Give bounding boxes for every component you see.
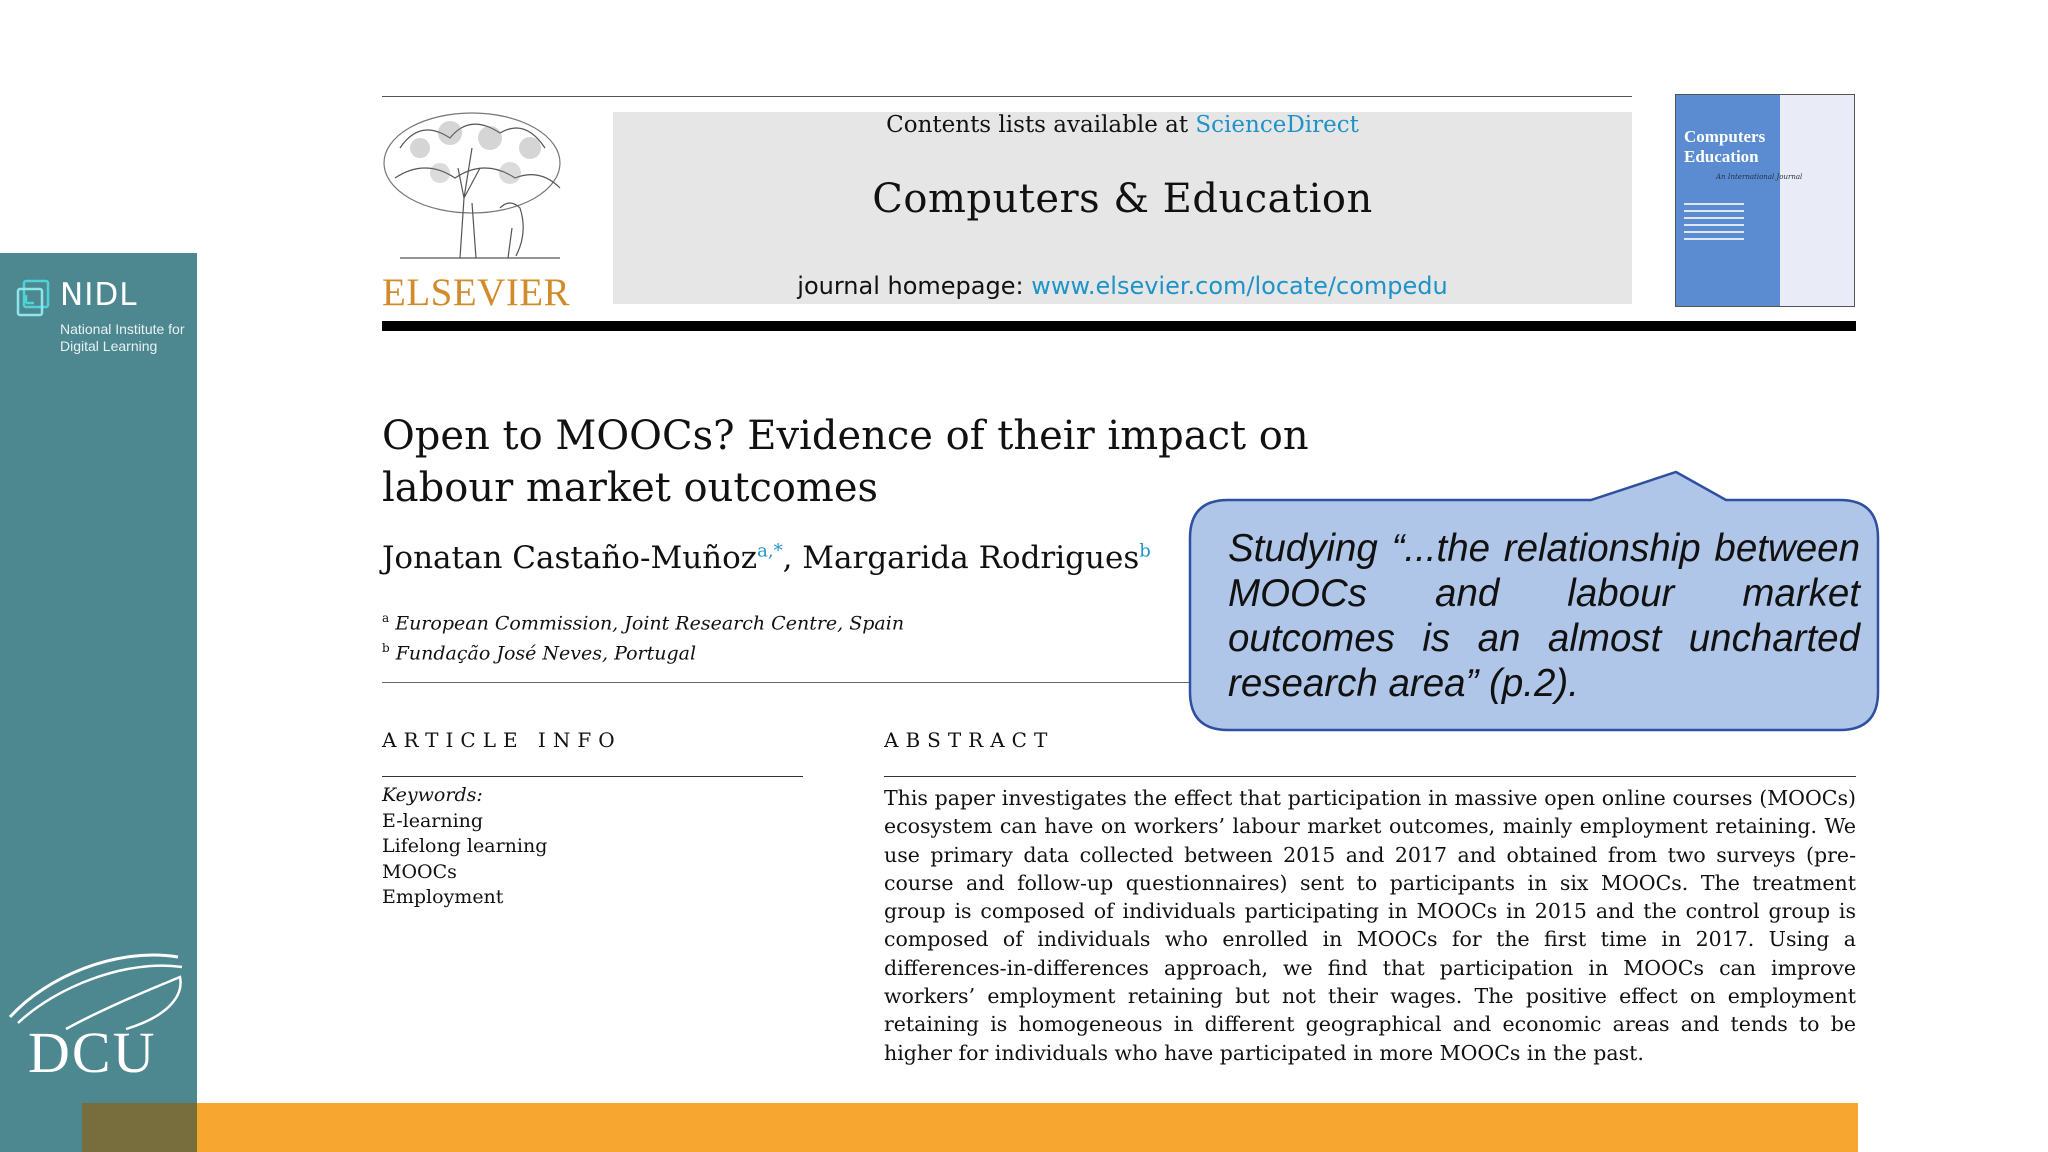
keyword-item: E-learning: [382, 809, 484, 832]
bottom-accent-bar-dark: [82, 1103, 197, 1152]
branding-sidebar: [0, 253, 197, 1152]
sciencedirect-link[interactable]: ScienceDirect: [1195, 112, 1359, 138]
author-1-marks[interactable]: a,*: [757, 540, 783, 562]
keywords-label: Keywords:: [382, 784, 483, 806]
cover-title: Computers Education: [1684, 127, 1766, 166]
cover-subtitle: An International Journal: [1716, 173, 1803, 181]
keyword-item: Lifelong learning: [382, 835, 548, 857]
header-top-rule: [382, 96, 1632, 97]
keyword-item: MOOCs: [382, 860, 457, 883]
article-info-rule: [382, 776, 803, 777]
journal-masthead: [613, 112, 1632, 304]
dcu-logo: [6, 947, 186, 1087]
elsevier-tree-icon: [380, 108, 570, 268]
author-1[interactable]: Jonatan Castaño-Muñoz: [382, 540, 758, 576]
callout-quote: Studying “...the relationship between MOOCs and labour market outcomes is an almost uncharted research area” (p.2).: [1228, 527, 1860, 705]
abstract-text: This paper investigates the effect that participation in massive open online courses (MOOCs) ecosystem can have on workers’ labour market outcomes, mainly employment retaining. We use primary data collected between 2015 and 2017 and obtained from two surveys (pre-course and follow-up questionnaires) sent to participants in six MOOCs. The treatment group is composed of individuals participating in MOOCs in 2015 and the control group is composed of individuals who enrolled in MOOCs for the first time in 2017. Using a differences-in-differences approach, we find that participation in MOOCs can improve workers’ employment retaining but not their wages. The positive effect on employment retaining is homogeneous in different geographical and economic areas and tends to be higher for individuals who have participated in more MOOCs in the past.: [884, 786, 1856, 1065]
elsevier-wordmark: ELSEVIER: [382, 271, 571, 314]
article-info-heading: ARTICLE INFO: [382, 728, 622, 752]
header-thick-rule: [382, 321, 1856, 331]
author-2[interactable]: Margarida Rodrigues: [802, 540, 1140, 576]
homepage-line: journal homepage: www.elsevier.com/locate/compedu: [797, 272, 1448, 300]
dcu-wordmark: DCU: [28, 1020, 157, 1085]
abstract-heading: ABSTRACT: [884, 728, 1055, 752]
nidl-subtitle: National Institute for Digital Learning: [60, 321, 185, 354]
author-2-marks[interactable]: b: [1139, 540, 1151, 562]
author-line: Jonatan Castaño-Muñoz$^{a,*}$, Margarida Rodrigues$^b$: [382, 540, 1151, 576]
cover-editor-lines: [1684, 203, 1744, 245]
nidl-wordmark: NIDL: [60, 277, 138, 313]
nidl-logo: [16, 277, 196, 367]
journal-title: Computers & Education: [872, 176, 1373, 222]
affiliations: [382, 606, 904, 667]
abstract-rule: [884, 776, 1856, 777]
nidl-mark-icon: [16, 279, 52, 317]
elsevier-logo: [380, 108, 571, 314]
journal-homepage-link[interactable]: www.elsevier.com/locate/compedu: [1031, 272, 1448, 300]
keywords-list: [382, 783, 547, 911]
bottom-accent-bar: [82, 1103, 1858, 1152]
article-title: Open to MOOCs? Evidence of their impact on labour market outcomes: [382, 413, 1309, 511]
affiliation-b: $^b$ Fundação José Neves, Portugal: [382, 641, 697, 665]
keyword-item: Employment: [382, 886, 504, 908]
affiliation-a: $^a$ European Commission, Joint Research Centre, Spain: [382, 611, 905, 635]
contents-line: Contents lists available at ScienceDirect: [886, 112, 1359, 138]
journal-cover: [1675, 94, 1855, 307]
